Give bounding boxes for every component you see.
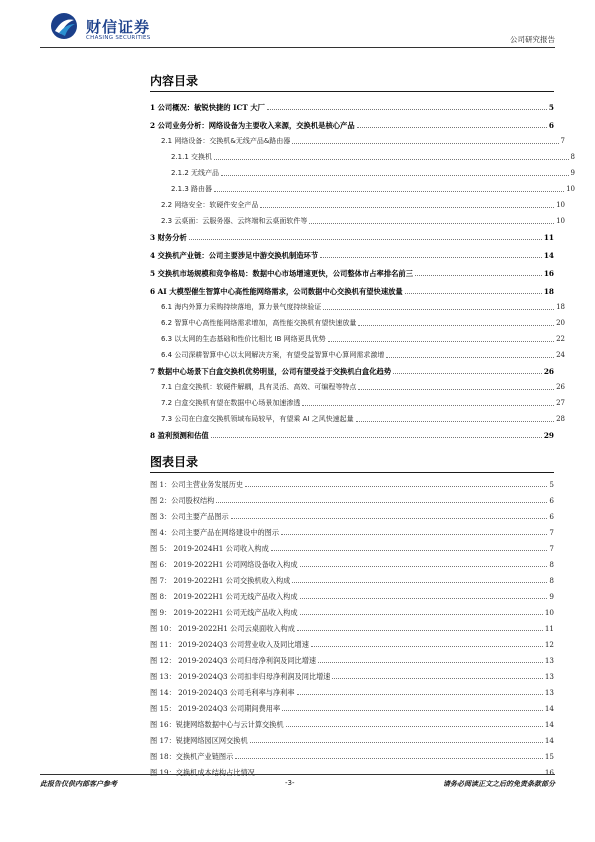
footer-disclaimer: 此报告仅供内部客户参考 <box>40 780 117 788</box>
toc-entry[interactable]: 7 数据中心场景下白盒交换机优势明显，公司有望受益于交换机白盒化趋势 26 <box>150 367 554 376</box>
figure-entry[interactable]: 图 2：公司股权结构 6 <box>150 496 554 505</box>
figure-entry[interactable]: 图 11： 2019-2024Q3 公司营业收入及同比增速 12 <box>150 640 554 649</box>
page-header <box>0 0 595 52</box>
toc-entry[interactable]: 4 交换机产业链：公司主要涉足中游交换机制造环节 14 <box>150 251 554 260</box>
figure-entry[interactable]: 图 6： 2019-2022H1 公司网络设备收入构成 8 <box>150 560 554 569</box>
toc-title-divider <box>150 91 554 92</box>
toc-entry[interactable]: 6.1 海内外算力采购持续落地，算力景气度持续验证 18 <box>161 303 565 311</box>
toc-entry[interactable]: 7.2 白盒交换机有望在数据中心场景加速渗透 27 <box>161 399 565 407</box>
figure-entry[interactable]: 图 5： 2019-2024H1 公司收入构成 7 <box>150 544 554 553</box>
figure-entry[interactable]: 图 18：交换机产业链图示 15 <box>150 752 554 761</box>
figure-entry[interactable]: 图 8： 2019-2022H1 公司无线产品收入构成 9 <box>150 592 554 601</box>
brand-name-cn: 财信证券 <box>86 18 151 36</box>
figure-entry[interactable]: 图 13： 2019-2024Q3 公司扣非归母净利润及同比增速 13 <box>150 672 554 681</box>
figure-entry[interactable]: 图 12： 2019-2024Q3 公司归母净利润及同比增速 13 <box>150 656 554 665</box>
header-divider <box>40 47 555 48</box>
figure-entry[interactable]: 图 19：交换机成本结构占比情况 16 <box>150 768 554 777</box>
figure-entry[interactable]: 图 1：公司主营业务发展历史 5 <box>150 480 554 489</box>
brand-logo <box>50 12 170 42</box>
brand-name-en: CHASING SECURITIES <box>86 35 151 41</box>
figure-entry[interactable]: 图 3：公司主要产品图示 6 <box>150 512 554 521</box>
toc-entry[interactable]: 2.1 网络设备：交换机&无线产品&路由器 7 <box>161 137 565 145</box>
toc-entry[interactable]: 6 AI 大模型催生智算中心高性能网络需求，公司数据中心交换机有望快速放量 18 <box>150 287 554 296</box>
toc-entry[interactable]: 6.2 智算中心高性能网络需求增加，高性能交换机有望快速放量 20 <box>161 319 565 327</box>
toc-entry[interactable]: 2.2 网络安全：软硬件安全产品 10 <box>161 201 565 209</box>
brand-emblem-icon <box>50 12 78 40</box>
toc-entry[interactable]: 8 盈利预测和估值 29 <box>150 431 554 440</box>
toc-entry[interactable]: 1 公司概况：敏锐快捷的 ICT 大厂 5 <box>150 103 554 112</box>
footer-notice: 请务必阅读正文之后的免责条款部分 <box>443 780 555 788</box>
toc-entry[interactable]: 2.1.2 无线产品 9 <box>171 169 575 177</box>
figures-title: 图表目录 <box>150 455 199 469</box>
figure-entry[interactable]: 图 9： 2019-2022H1 公司无线产品收入构成 10 <box>150 608 554 617</box>
toc-entry[interactable]: 6.4 公司深耕智算中心以太网解决方案，有望受益智算中心算网需求激增 24 <box>161 351 565 359</box>
toc-entry[interactable]: 2.3 云桌面：云服务器、云终端和云桌面软件等 10 <box>161 217 565 225</box>
footer-divider <box>40 774 555 775</box>
figure-entry[interactable]: 图 4：公司主要产品在网络建设中的图示 7 <box>150 528 554 537</box>
toc-entry[interactable]: 6.3 以太网的生态基础和性价比相比 IB 网络更具优势 22 <box>161 335 565 343</box>
toc-title: 内容目录 <box>150 74 199 88</box>
page-number: -3- <box>285 779 295 787</box>
report-type-label: 公司研究报告 <box>510 35 555 44</box>
figures-title-divider <box>150 472 554 473</box>
toc-entry[interactable]: 7.3 公司在白盒交换机领域布局较早，有望乘 AI 之风快速起量 28 <box>161 415 565 423</box>
toc-entry[interactable]: 2.1.1 交换机 8 <box>171 153 575 161</box>
figure-entry[interactable]: 图 17：锐捷网络园区网交换机 14 <box>150 736 554 745</box>
toc-entry[interactable]: 2 公司业务分析：网络设备为主要收入来源，交换机是核心产品 6 <box>150 121 554 130</box>
toc-entry[interactable]: 3 财务分析 11 <box>150 233 554 242</box>
toc-entry[interactable]: 2.1.3 路由器 10 <box>171 185 575 193</box>
figure-entry[interactable]: 图 15： 2019-2024Q3 公司期间费用率 14 <box>150 704 554 713</box>
figure-entry[interactable]: 图 14： 2019-2024Q3 公司毛利率与净利率 13 <box>150 688 554 697</box>
figure-entry[interactable]: 图 7： 2019-2022H1 公司交换机收入构成 8 <box>150 576 554 585</box>
figure-entry[interactable]: 图 16：锐捷网络数据中心与云计算交换机 14 <box>150 720 554 729</box>
figure-entry[interactable]: 图 10： 2019-2022H1 公司云桌面收入构成 11 <box>150 624 554 633</box>
toc-entry[interactable]: 5 交换机市场规模和竞争格局：数据中心市场增速更快，公司整体市占率排名前三 16 <box>150 269 554 278</box>
toc-entry[interactable]: 7.1 白盒交换机：软硬件解耦，具有灵活、高效、可编程等特点 26 <box>161 383 565 391</box>
